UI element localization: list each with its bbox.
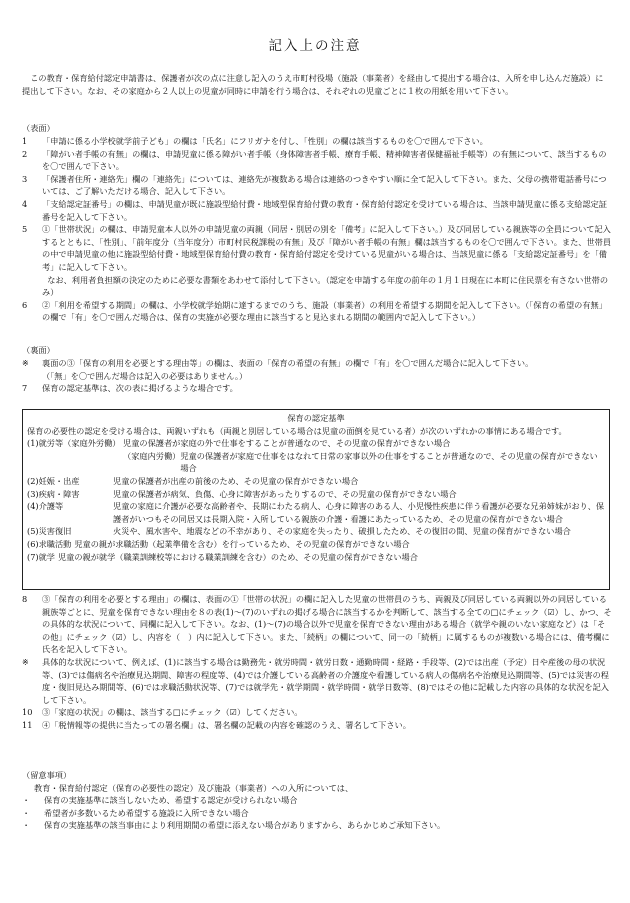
criteria-key: (2)妊娠・出産 (27, 475, 80, 486)
back-items-list (22, 357, 612, 395)
criteria-row (27, 488, 605, 501)
list-item (22, 656, 612, 706)
item-text: ③「家庭の状況」の欄は、該当する□にチェック（☑）してください。 (42, 707, 303, 718)
note-bullet-item (22, 819, 610, 832)
criteria-row (27, 525, 605, 538)
item-number: 7 (22, 383, 28, 394)
note-sub: （「無」を〇で囲んだ場合は記入の必要はありません。） (42, 370, 248, 381)
item-text (42, 223, 612, 299)
criteria-row (27, 475, 605, 488)
item-text: 「支給認定証番号」の欄は、申請児童が既に施設型給付費・地域型保育給付費の教育・保育給付認定を受けている場合は、当該申請児童に係る支給認定証番号を記入して下さい。 (42, 198, 607, 222)
criteria-key: (4)介護等 (27, 501, 64, 512)
criteria-desc: 火災や、風水害や、地震などの不幸があり、その家庭を失ったり、破損したため、その復旧の間、児童の保育ができない場合 (113, 526, 571, 537)
criteria-row (27, 551, 605, 564)
item-number: 11 (22, 719, 33, 730)
criteria-row (27, 450, 605, 475)
criteria-key: (6)求職活動 (27, 538, 72, 549)
item-number: 2 (22, 148, 28, 159)
list-item (22, 706, 612, 719)
criteria-key: (7)就学 (27, 551, 55, 562)
back-note (22, 357, 612, 382)
note-bullet-item (22, 807, 610, 820)
item-number: 8 (22, 594, 28, 604)
criteria-key: (5)災害復旧 (27, 526, 72, 537)
note-main: 裏面の③「保育の利用を必要とする理由等」の欄は、表面の「保育の希望の有無」の欄で「有」を〇で囲んだ場合に記入して下さい。 (42, 358, 534, 368)
criteria-row (27, 538, 605, 551)
page-title: 記入上の注意 (268, 38, 362, 54)
item-text: 「申請に係る小学校就学前子ども」の欄は「氏名」にフリガナを付し、「性別」の欄は該当するものを〇で囲んで下さい。 (42, 136, 488, 146)
criteria-desc: 児童の保護者が病気、負傷、心身に障害があったりするので、その児童の保育ができない場合 (113, 488, 457, 499)
note-bullet-item (22, 794, 610, 807)
item-number: 4 (22, 198, 28, 209)
criteria-title: 保育の認定基準 (287, 413, 345, 423)
criteria-desc: 児童の保護者が家庭で仕事をはなれて日常の家事以外の仕事をすることが普通なので、その児童の保育ができない場合 (180, 450, 598, 474)
note-text (42, 357, 612, 382)
list-item (22, 382, 612, 395)
front-items-list (22, 135, 612, 324)
notes-intro: 教育・保育給付認定（保育の必要性の認定）及び施設（事業者）への入所については、 (34, 782, 354, 793)
item-text-sub: なお、利用者負担額の決定のために必要な書類をあわせて添付して下さい。（認定を申請する年度の前年の１月１日現在に本町に住民票を有さない世帯のみ） (42, 274, 609, 298)
criteria-key: (3)疾病・障害 (27, 488, 80, 499)
criteria-desc: 児童の保護者が家庭の外で仕事をすることが普通なので、その児童の保育ができない場合 (123, 438, 451, 449)
item-text: 具体的な状況について、例えば、(1)に該当する場合は勤務先・就労時間・就労日数・通勤時間・経路・手段等、(2)では出産（予定）日や産後の母の状況等、(3)では傷病名や治療見込期間、障害の程度等、(4)では介護している高齢者の介護度や看護している病人の傷病名や治療見込期間等、(5)では災害の程度・復旧見込み期間等、(6)では求職活動状況等、(7)では就学先・就学期間・就学時間・就学日数等、(8)ではその他に記載した内容の具体的な状況を記入して下さい。 (42, 656, 609, 705)
item-number: 5 (22, 224, 28, 235)
bullet-mark: ・ (22, 820, 31, 831)
criteria-desc: 児童の親が就学（職業訓練校等における職業訓練を含む）のため、その児童の保育ができない場合 (57, 551, 418, 562)
criteria-intro: 保育の必要性の認定を受ける場合は、両親いずれも（両親と別居している場合は児童の面倒を見ている者）が次のいずれかの事情にある場合です。 (27, 425, 567, 436)
item-number: 3 (22, 173, 28, 184)
criteria-desc: 児童の親が求職活動（起業準備を含む）を行っているため、その児童の保育ができない場合 (74, 538, 410, 549)
list-item (22, 173, 612, 198)
intro-paragraph: この教育・保育給付認定申請書は、保護者が次の点に注意し記入のうえ市町村役場（施設（事業者）を経由して提出する場合は、入所を申し込んだ施設）に提出して下さい。なお、その家庭から２人以上の児童が同時に申請を行う場合は、それぞれの児童ごとに１枚の用紙を用いて下さい。 (22, 73, 604, 96)
notes-label: （留意事項） (22, 770, 72, 780)
criteria-box (22, 409, 610, 590)
criteria-key: (1)就労等（家庭外労働） (27, 438, 121, 449)
criteria-row (27, 500, 605, 525)
item-text: 「障がい者手帳の有無」の欄は、申請児童に係る障がい者手帳（身体障害者手帳、療育手帳、精神障害者保健福祉手帳等）の有無について、該当するものを〇で囲んで下さい。 (42, 148, 607, 172)
after-items-list (22, 593, 612, 732)
item-text: 保育の認定基準は、次の表に掲げるような場合です。 (42, 383, 238, 394)
front-section-label: （表面） (22, 123, 55, 133)
list-item (22, 223, 612, 299)
note-bullet-text: 希望者が多数いるため希望する施設に入所できない場合 (44, 807, 249, 818)
note-bullet-text: 保育の実施基準の該当事由により利用期間の希望に添えない場合がありますから、あらかじめご承知下さい。 (44, 820, 446, 831)
note-bullet-text: 保育の実施基準に該当しないため、希望する認定が受けられない場合 (44, 795, 298, 806)
item-text: ③「保育の利用を必要とする理由」の欄は、表面の①「世帯の状況」の欄に記入した児童の世帯員のうち、両親及び同居している両親以外の同居している親族等ごとに、児童を保育できない理由を８の表(1)〜(7)のいずれの掲げる場合に該当するかを判断して、該当する全ての□にチェック（☑）し、かつ、その具体的な状況について、同欄に記入して下さい。なお、(1)〜(7)の場合以外で児童を保育できない理由がある場合（就学や親のいない家庭など）は「その他」にチェック（☑）し、内容を（ ）内に記入して下さい。また、「続柄」の欄について、同一の「続柄」に属するものが複数いる場合には、備考欄に氏名を記入して下さい。 (42, 594, 612, 655)
item-text: 「保護者住所・連絡先」欄の「連絡先」については、連絡先が複数ある場合は連絡のつきやすい順に全て記入して下さい。また、父母の携帯電話番号については、ご了解いただける場合、記入して下さい。 (42, 173, 607, 197)
item-number: ※ (22, 656, 29, 667)
item-text: ②「利用を希望する期間」の欄は、小学校就学始期に達するまでのうち、施設（事業者）の利用を希望する期間を記入して下さい。（「保育の希望の有無」の欄で「有」を〇で囲んだ場合は、保育の実施が必要な理由に該当すると見込まれる期間の範囲内で記入して下さい。） (42, 299, 607, 323)
notes-section (22, 769, 610, 832)
item-number: 1 (22, 136, 28, 146)
item-number: 10 (22, 707, 33, 718)
list-item (22, 135, 612, 148)
list-item (22, 198, 612, 223)
criteria-desc: 児童の家庭に介護が必要な高齢者や、長期にわたる病人、心身に障害のある人、小児慢性疾患に伴う看護が必要な兄弟姉妹がおり、保護者がいつもその同居又は長期入院・入所している親族の介護・看護にあたっているため、その児童の保育ができない場合 (113, 501, 605, 524)
criteria-row (27, 437, 605, 450)
back-section-label: （裏面） (22, 345, 55, 355)
item-text-main: ①「世帯状況」の欄は、申請児童本人以外の申請児童の両親（同居・別居の別を「備考」に記入して下さい。）及び同居している親族等の全員について記入するとともに、「性別」、「前年度分（当年度分）市町村民税課税の有無」及び「障がい者手帳の有無」欄は該当するものを〇で囲んで下さい。また、世帯員の中で申請児童の他に施設型給付費・地域型保育給付費の教育・保育給付認定を受けている児童がいる場合は、当該児童に係る「支給認定証番号」を「備考」に記入して下さい。 (42, 224, 612, 272)
list-item (22, 719, 612, 732)
list-item (22, 299, 612, 324)
item-number: 6 (22, 299, 28, 310)
criteria-desc: 児童の保護者が出産の前後のため、その児童の保育ができない場合 (113, 475, 359, 486)
list-item (22, 148, 612, 173)
item-text: ④「税情報等の提供に当たっての署名欄」は、署名欄の記載の内容を確認のうえ、署名して下さい。 (42, 719, 411, 730)
list-item (22, 593, 612, 656)
criteria-key: （家庭内労働） (123, 450, 181, 461)
bullet-mark: ・ (22, 807, 31, 818)
note-mark: ※ (22, 358, 29, 368)
bullet-mark: ・ (22, 795, 31, 806)
